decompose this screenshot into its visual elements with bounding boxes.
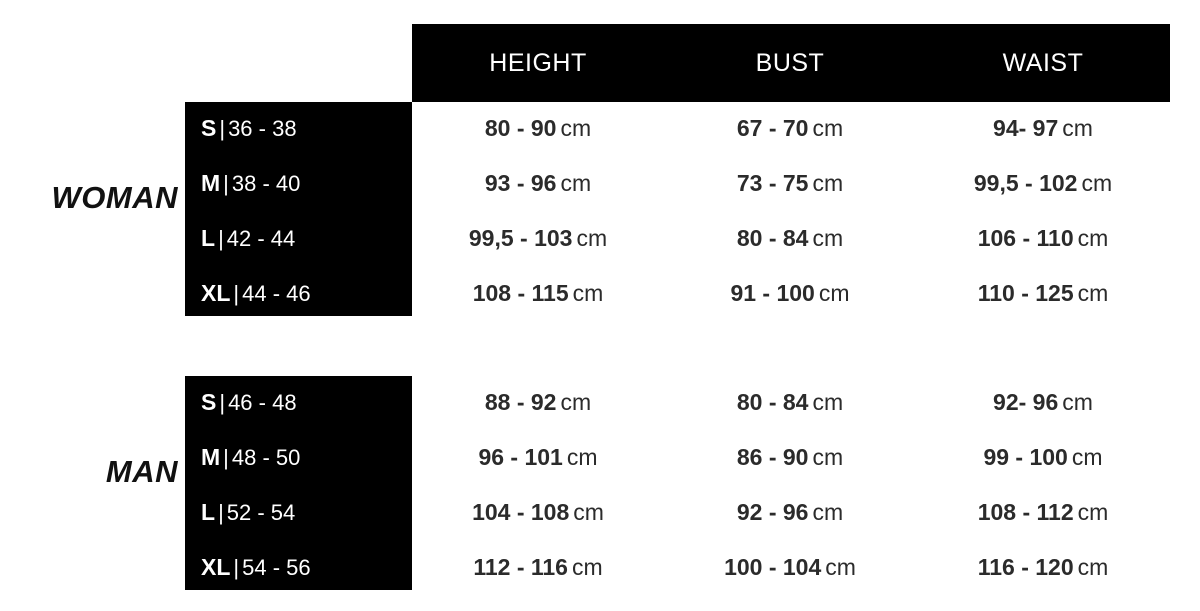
size-label: L <box>201 499 216 525</box>
size-separator: | <box>223 445 229 470</box>
waist-value: 99,5 - 102 cm <box>973 170 1113 196</box>
size-range: 52 - 54 <box>226 500 296 525</box>
height-value: 93 - 96 cm <box>484 170 592 196</box>
size-label: L <box>201 225 216 251</box>
size-separator: | <box>219 116 226 141</box>
size-separator: | <box>223 171 229 196</box>
size-range: 38 - 40 <box>231 171 301 196</box>
table-row <box>185 267 1170 320</box>
table-row <box>185 157 1170 210</box>
size-label: S <box>201 115 217 141</box>
waist-value: 99 - 100 cm <box>983 444 1103 470</box>
height-value: 80 - 90 cm <box>484 115 592 141</box>
size-separator: | <box>219 390 226 415</box>
table-row <box>185 486 1170 539</box>
waist-value: 92- 96 cm <box>993 389 1093 415</box>
bust-value: 91 - 100 cm <box>730 280 850 306</box>
section-label-man: MAN <box>105 454 178 489</box>
table-row <box>185 212 1170 265</box>
size-cell <box>185 554 412 581</box>
bust-value: 73 - 75 cm <box>736 170 844 196</box>
table-row <box>185 102 1170 155</box>
size-range: 42 - 44 <box>226 226 296 251</box>
size-separator: | <box>218 226 224 251</box>
section-label-woman: WOMAN <box>51 180 178 215</box>
bust-value: 80 - 84 cm <box>736 389 844 415</box>
size-cell <box>185 499 412 526</box>
size-range: 36 - 38 <box>228 116 297 141</box>
size-range: 48 - 50 <box>231 445 301 470</box>
table-row <box>185 431 1170 484</box>
height-value: 112 - 116 cm <box>473 554 603 580</box>
table-header <box>412 24 1170 102</box>
size-range: 46 - 48 <box>228 390 297 415</box>
waist-value: 108 - 112 cm <box>977 499 1109 525</box>
table-row <box>185 541 1170 594</box>
size-cell <box>185 170 412 197</box>
size-cell <box>185 225 412 252</box>
bust-value: 100 - 104 cm <box>724 554 856 580</box>
size-label: XL <box>201 554 231 580</box>
waist-value: 110 - 125 cm <box>977 280 1109 306</box>
waist-value: 116 - 120 cm <box>977 554 1109 580</box>
size-label: M <box>201 170 221 196</box>
size-cell <box>185 444 412 471</box>
column-header-waist: WAIST <box>1002 48 1084 77</box>
size-separator: | <box>233 555 240 580</box>
size-cell <box>185 115 412 142</box>
size-separator: | <box>218 500 224 525</box>
size-label: M <box>201 444 221 470</box>
bust-value: 92 - 96 cm <box>736 499 844 525</box>
size-separator: | <box>233 281 240 306</box>
size-cell <box>185 389 412 416</box>
column-header-bust: BUST <box>755 48 825 77</box>
size-range: 44 - 46 <box>242 281 311 306</box>
height-value: 96 - 101 cm <box>478 444 598 470</box>
size-label: XL <box>201 280 231 306</box>
waist-value: 94- 97 cm <box>993 115 1093 141</box>
size-range: 54 - 56 <box>242 555 311 580</box>
height-value: 88 - 92 cm <box>484 389 592 415</box>
height-value: 104 - 108 cm <box>472 499 604 525</box>
bust-value: 80 - 84 cm <box>736 225 844 251</box>
height-value: 99,5 - 103 cm <box>468 225 608 251</box>
bust-value: 67 - 70 cm <box>736 115 844 141</box>
size-cell <box>185 280 412 307</box>
bust-value: 86 - 90 cm <box>736 444 844 470</box>
size-label: S <box>201 389 217 415</box>
waist-value: 106 - 110 cm <box>977 225 1109 251</box>
column-header-height: HEIGHT <box>489 48 587 77</box>
table-row <box>185 376 1170 429</box>
height-value: 108 - 115 cm <box>472 280 604 306</box>
